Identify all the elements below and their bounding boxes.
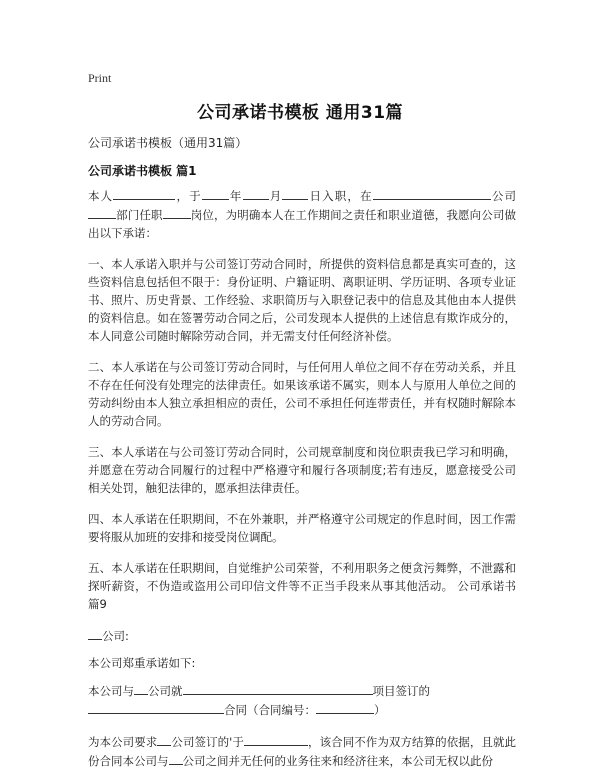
blank-name: [113, 186, 175, 200]
final-text-4: 公司之间并无任何的业务往来和经济往来，本公司无权以此份: [182, 754, 493, 768]
blank-month: [243, 186, 269, 200]
final-text-1: 为本公司要求: [88, 735, 158, 749]
intro-text-8: 岗位，为明确本人在工作期间之责任和职业道德，我愿向公司做出以下承诺：: [88, 208, 516, 240]
blank-contract-name: [88, 700, 224, 714]
addressee-line: [88, 626, 516, 645]
document-body: [88, 186, 516, 783]
section-heading: 公司承诺书模板 篇1: [88, 164, 197, 178]
final-text-2: 公司签订的'于: [171, 735, 244, 749]
intro-text-6: 公司: [490, 189, 517, 203]
final-text-3: ，该合同不作为双方结算的依据，且就此份合同本公司与: [88, 735, 516, 768]
document-subtitle: 公司承诺书模板（通用31篇）: [88, 136, 248, 150]
intro-paragraph: [88, 186, 516, 242]
addressee-suffix: 公司:: [102, 629, 129, 643]
opening-line: 本公司郑重承诺如下:: [88, 656, 196, 670]
contract-text-5: ）: [374, 703, 386, 717]
blank-company-b: [157, 732, 171, 746]
clause-paragraph: 二、本人承诺在与公司签订劳动合同时，与任何用人单位之间不存在劳动关系，并且不存在任何没有处理完的法律责任。如果该承诺不属实，则本人与原用人单位之间的劳动纠纷由本人独立承担相应的责任，公司不承担任何连带责任，并有权随时解除本人的劳动合同。: [88, 360, 516, 428]
intro-text-7: 部门任职: [116, 208, 163, 222]
blank-contract-number: [316, 700, 374, 714]
final-paragraph: [88, 732, 516, 770]
intro-text-2: ，于: [175, 189, 202, 203]
blank-department: [88, 205, 116, 219]
blank-company: [373, 186, 491, 200]
clause-paragraph: 一、本人承诺入职并与公司签订劳动合同时，所提供的资料信息都是真实可查的，这些资料信息包括但不限于：身份证明、户籍证明、离职证明、学历证明、各项专业证书、照片、历史背景、工作经验、求职简历与入职登记表中的信息及其他由本人提供的资料信息。如在签署劳动合同之后，公司发现本人提供的上述信息有欺诈成分的，本人同意公司随时解除劳动合同，并无需支付任何经济补偿。: [88, 257, 516, 343]
blank-project: [183, 681, 373, 695]
contract-line: [88, 681, 516, 719]
blank-position: [163, 205, 191, 219]
print-label[interactable]: Print: [88, 71, 112, 85]
contract-text-3: 项目签订的: [372, 684, 430, 698]
document-title: 公司承诺书模板 通用31篇: [196, 103, 404, 123]
intro-text-1: 本人: [88, 189, 114, 203]
intro-text-3: 年: [228, 189, 243, 203]
blank-company-a: [134, 681, 148, 695]
clause-paragraph: 四、本人承诺在任职期间，不在外兼职，并严格遵守公司规定的作息时间，因工作需要将服从加班的安排和接受岗位调配。: [88, 512, 516, 544]
clause-paragraph: 五、本人承诺在任职期间，自觉维护公司荣誉，不利用职务之便贪污舞弊，不泄露和探听薪资，不伪造或盗用公司印信文件等不正当手段来从事其他活动。 公司承诺书 篇9: [88, 561, 516, 611]
blank-day: [282, 186, 308, 200]
contract-text-1: 本公司与: [88, 684, 134, 698]
intro-text-5: 日入职，在: [308, 189, 373, 203]
blank-addressee: [88, 626, 102, 640]
contract-text-4: 合同（合同编号：: [224, 703, 316, 717]
contract-text-2: 公司就: [148, 684, 183, 698]
clause-paragraph: 三、本人承诺在与公司签订劳动合同时，公司规章制度和岗位职责我已学习和明确，并愿意在劳动合同履行的过程中严格遵守和履行各项制度;若有违反，愿意接受公司相关处罚，触犯法律的，愿承担法律责任。: [88, 445, 516, 495]
blank-date: [244, 732, 308, 746]
blank-year: [202, 186, 229, 200]
blank-company-c: [169, 751, 183, 765]
intro-text-4: 月: [268, 189, 283, 203]
